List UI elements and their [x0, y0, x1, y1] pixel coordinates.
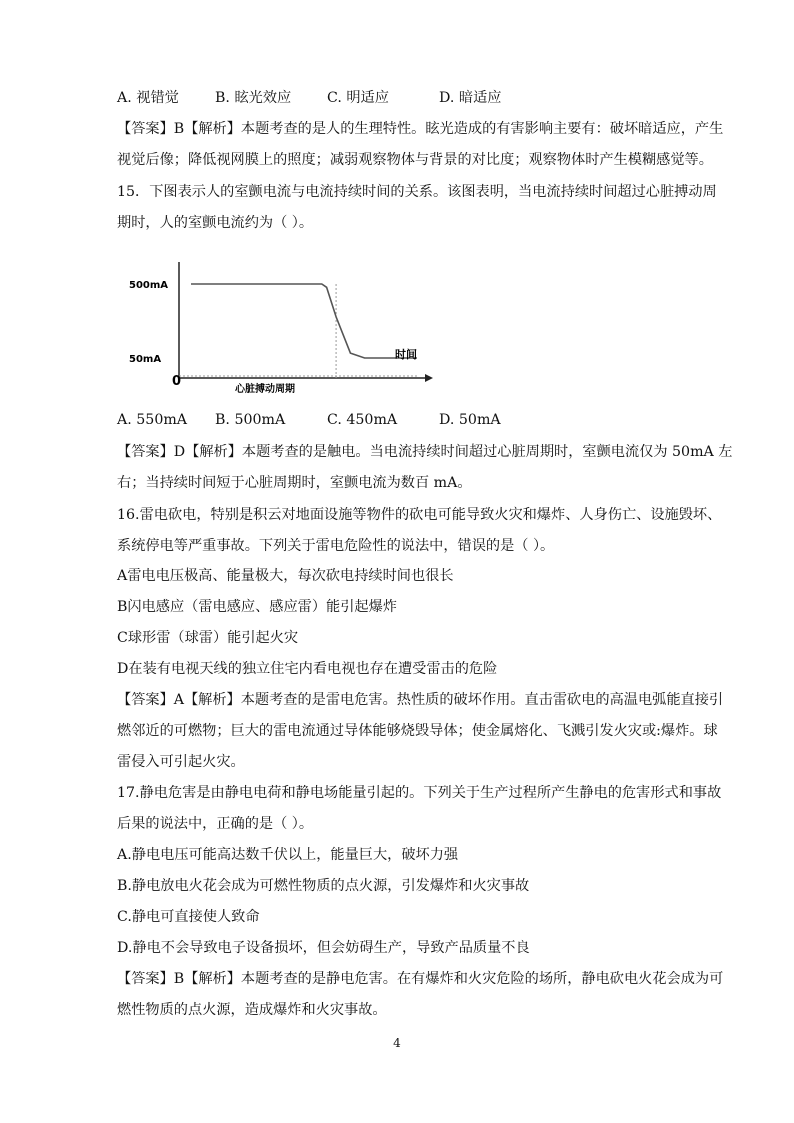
q16-answer-line-1: 【答案】A【解析】本题考查的是雷电危害。热性质的破坏作用。直击雷砍电的高温电弧能直接引 [117, 692, 724, 708]
q14-answer-line-2: 视觉后像；降低视网膜上的照度；减弱观察物体与背景的对比度；观察物体时产生模糊感觉等。 [117, 152, 713, 168]
q17-stem-line-1: 17.静电危害是由静电电荷和静电场能量引起的。下列关于生产过程所产生静电的危害形式和事故 [117, 785, 722, 801]
q16-stem-line-2: 系统停电等严重事故。下列关于雷电危险性的说法中，错误的是（ ）。 [117, 538, 555, 554]
series-label: 时间 [395, 348, 417, 361]
q17-stem-line-2: 后果的说法中，正确的是（ ）。 [117, 816, 314, 832]
option-b: B. 500mA [215, 412, 286, 428]
x-axis-arrow [425, 374, 433, 382]
q15-stem-line-2: 期时，人的室颤电流约为（ ）。 [117, 215, 314, 231]
x-axis-label: 心脏搏动周期 [235, 384, 295, 395]
page-number: 4 [393, 1036, 401, 1050]
q14-answer-line-1: 【答案】B【解析】本题考查的是人的生理特性。眩光造成的有害影响主要有：破坏暗适应，产生 [117, 121, 724, 137]
y-tick-label-50: 50mA [129, 354, 162, 365]
option-d: D. 50mA [439, 412, 501, 428]
q17-option-d: D.静电不会导致电子设备损坏，但会妨碍生产，导致产品质量不良 [117, 940, 530, 956]
origin-label: 0 [172, 374, 182, 389]
series-line [191, 284, 417, 358]
option-d: D. 暗适应 [439, 90, 502, 106]
option-c: C. 450mA [327, 412, 398, 428]
q15-answer-line-1: 【答案】D【解析】本题考查的是触电。当电流持续时间超过心脏周期时，室颤电流仅为 50mA 左 [117, 444, 733, 460]
q16-answer-line-3: 雷侵入可引起火灾。 [117, 754, 245, 770]
q14-options [117, 88, 501, 108]
q15-options [117, 410, 501, 430]
q16-stem-line-1: 16.雷电砍电，特别是积云对地面设施等物件的砍电可能导致火灾和爆炸、人身伤亡、设施毁坏、 [117, 507, 722, 523]
q16-option-a: A雷电电压极高、能量极大，每次砍电持续时间也很长 [117, 568, 454, 584]
y-tick-label-500: 500mA [129, 280, 169, 291]
q16-answer-line-2: 燃邻近的可燃物；巨大的雷电流通过导体能够烧毁导体；使金属熔化、飞溅引发火灾或:爆炸。球 [117, 723, 718, 739]
q17-option-c: C.静电可直接使人致命 [117, 909, 260, 925]
q15-answer-line-2: 右；当持续时间短于心脏周期时，室颤电流为数百 mA。 [117, 475, 472, 491]
q17-answer-line-1: 【答案】B【解析】本题考查的是静电危害。在有爆炸和火灾危险的场所，静电砍电火花会成为可 [117, 971, 724, 987]
option-a: A. 视错觉 [117, 90, 179, 106]
option-a: A. 550mA [117, 412, 188, 428]
q17-option-a: A.静电电压可能高达数千伏以上，能量巨大，破坏力强 [117, 847, 459, 863]
option-b: B. 眩光效应 [215, 90, 292, 106]
q16-option-d: D在装有电视天线的独立住宅内看电视也存在遭受雷击的危险 [117, 661, 498, 677]
q15-stem-line-1: 15．下图表示人的室颤电流与电流持续时间的关系。该图表明，当电流持续时间超过心脏搏动周 [117, 184, 717, 200]
q16-option-c: C球形雷（球雷）能引起火灾 [117, 630, 299, 646]
q17-answer-line-2: 燃性物质的点火源，造成爆炸和火灾事故。 [117, 1002, 387, 1018]
q17-option-b: B.静电放电火花会成为可燃性物质的点火源，引发爆炸和火灾事故 [117, 878, 530, 894]
current-duration-chart [117, 262, 437, 396]
q16-option-b: B闪电感应（雷电感应、感应雷）能引起爆炸 [117, 599, 397, 615]
option-c: C. 明适应 [327, 90, 389, 106]
